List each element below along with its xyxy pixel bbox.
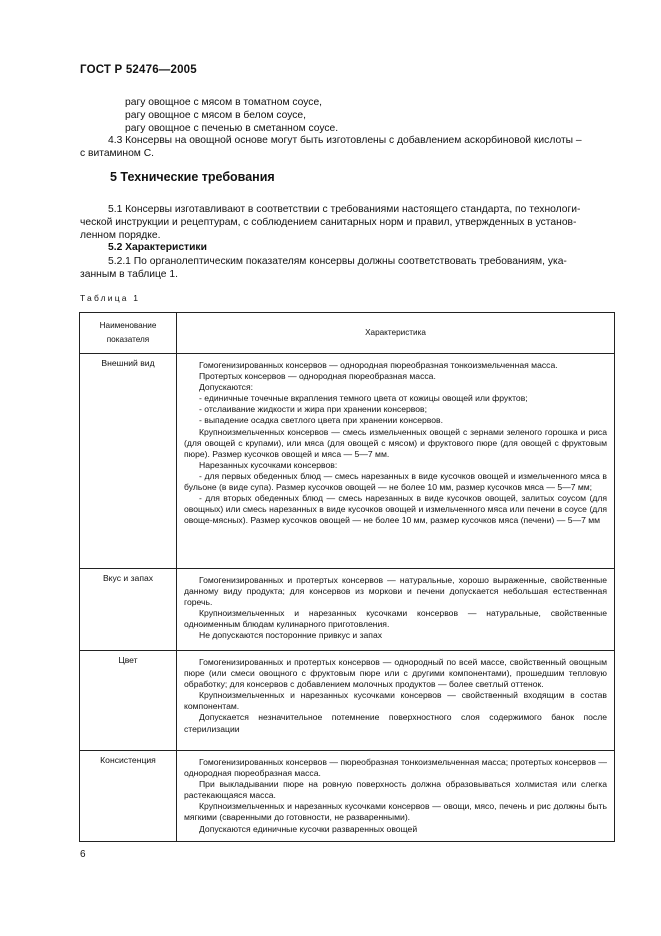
characteristic-cell xyxy=(177,354,615,569)
cell-paragraph: Крупноизмельченных консервов — смесь измельченных овощей с зернами зеленого горошка и риса (для овощей с крупами), или мяса (для овощей с мясом) и фруктового пюре (для овощей с фруктовым пюре). Размер кусочков овощей и мяса — 5—7 мм. xyxy=(184,426,607,459)
paragraph-5-1-line: ленном порядке. xyxy=(80,230,161,241)
cell-paragraph: Допускается незначительное потемнение поверхностного слоя содержимого банок после стерилизации xyxy=(184,712,607,734)
table-caption: Таблица 1 xyxy=(80,293,141,303)
header-cell-indicator xyxy=(80,313,177,354)
cell-paragraph: - для вторых обеденных блюд — смесь нарезанных в виде кусочков овощей, залитых соусом (для овощных) или смесь нарезанных в виде кусочков овощей и измельченного мяса или печени в соусе (для овоще-мясных). Размер кусочков овощей — не более 10 мм, размер кусочков мяса (печени) — 5—7 мм xyxy=(184,493,607,526)
table-row xyxy=(80,751,615,842)
indicator-name: Консистенция xyxy=(100,755,156,765)
paragraph-4-3-line: с витамином С. xyxy=(80,148,155,159)
characteristic-cell xyxy=(177,569,615,651)
indicator-name: Внешний вид xyxy=(101,358,155,368)
list-item: рагу овощное с мясом в белом соусе, xyxy=(125,110,307,121)
indicator-name: Цвет xyxy=(118,655,138,665)
cell-paragraph: Гомогенизированных консервов — пюреобразная тонкоизмельченная масса; протертых консервов — однородная пюреобразная масса. xyxy=(184,757,607,779)
subsection-heading: 5.2 Характеристики xyxy=(108,242,207,253)
cell-paragraph: - отслаивание жидкости и жира при хранении консервов; xyxy=(199,404,428,415)
list-item: рагу овощное с мясом в томатном соусе, xyxy=(125,97,323,108)
section-title: 5 Технические требования xyxy=(110,170,275,184)
cell-paragraph: Гомогенизированных и протертых консервов — однородный по всей массе, свойственный овощным пюре (или смеси овощного с фруктовым пюре или с другими компонентами), прошедшим тепловую обработку; для консервов с добавлением молочных продуктов — более светлый оттенок. xyxy=(184,657,607,690)
table-row xyxy=(80,569,615,651)
cell-paragraph: Крупноизмельченных и нарезанных кусочками консервов — натуральные, свойственные одноименным блюдам кулинарного приготовления. xyxy=(184,608,607,630)
header-label: Наименование xyxy=(99,321,157,330)
indicator-cell xyxy=(80,569,177,651)
cell-paragraph: Гомогенизированных консервов — однородная пюреобразная тонкоизмельченная масса. xyxy=(199,360,558,370)
cell-paragraph: Протертых консервов — однородная пюреобразная масса. xyxy=(199,371,436,382)
cell-paragraph: Допускаются единичные кусочки разваренных овощей xyxy=(199,823,418,834)
cell-paragraph: - выпадение осадка светлого цвета при хранении консервов. xyxy=(199,415,443,426)
cell-paragraph: Крупноизмельченных и нарезанных кусочками консервов — овощи, мясо, печень и рис должны быть мягкими (сваренными до готовности, не разваренными). xyxy=(184,801,607,823)
paragraph-5-1-line: 5.1 Консервы изготавливают в соответствии с требованиями настоящего стандарта, по технологи- xyxy=(108,204,581,215)
table-row xyxy=(80,354,615,569)
paragraph-5-2-1-line: занным в таблице 1. xyxy=(80,269,178,280)
cell-paragraph: - единичные точечные вкрапления темного цвета от кожицы овощей или фруктов; xyxy=(199,393,528,404)
cell-paragraph: Крупноизмельченных и нарезанных кусочками консервов — свойственный входящим в состав компонентам. xyxy=(184,690,607,712)
characteristics-table xyxy=(79,312,615,842)
cell-paragraph: - для первых обеденных блюд — смесь нарезанных в виде кусочков овощей и измельченного мяса в бульоне (в виде супа). Размер кусочков овощей — не более 10 мм, размер кусочков мяса — 5—7 мм; xyxy=(184,470,607,493)
page-number: 6 xyxy=(80,849,86,860)
indicator-cell xyxy=(80,651,177,751)
table-row xyxy=(80,651,615,751)
table-header-row xyxy=(80,313,615,354)
document-code: ГОСТ Р 52476—2005 xyxy=(80,64,197,76)
indicator-cell xyxy=(80,751,177,842)
characteristic-cell xyxy=(177,651,615,751)
paragraph-4-3-line: 4.3 Консервы на овощной основе могут быть изготовлены с добавлением аскорбиновой кислоты – xyxy=(108,135,582,146)
cell-paragraph: Не допускаются посторонние привкус и запах xyxy=(199,630,383,641)
cell-paragraph: Допускаются: xyxy=(199,382,254,393)
header-label: показателя xyxy=(106,335,150,344)
indicator-cell xyxy=(80,354,177,569)
header-cell-characteristic: Характеристика xyxy=(177,313,615,354)
list-item: рагу овощное с печенью в сметанном соусе. xyxy=(125,123,339,134)
paragraph-5-2-1-line: 5.2.1 По органолептическим показателям консервы должны соответствовать требованиям, ука- xyxy=(108,256,567,267)
cell-paragraph: При выкладывании пюре на ровную поверхность должна образовываться холмистая или слегка растекающаяся масса. xyxy=(184,779,607,801)
characteristic-cell xyxy=(177,751,615,842)
cell-paragraph: Гомогенизированных и протертых консервов — натуральные, хорошо выраженные, свойственные данному виду продукта; для консервов из моркови и печени допускается небольшая естественная горечь. xyxy=(184,575,607,608)
indicator-name: Вкус и запах xyxy=(102,573,154,583)
paragraph-5-1-line: ческой инструкции и рецептурам, с соблюдением санитарных норм и правил, утвержденных в установ- xyxy=(80,217,577,228)
cell-paragraph: Нарезанных кусочками консервов: xyxy=(199,459,338,470)
